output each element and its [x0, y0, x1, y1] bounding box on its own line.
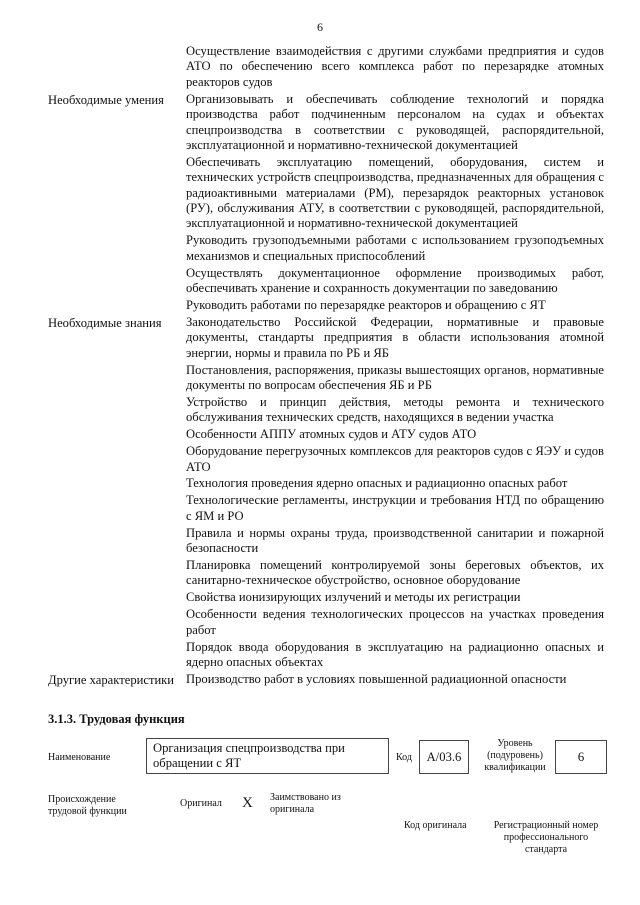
row-label — [48, 44, 186, 92]
skills-row — [48, 92, 604, 315]
borrowed-label: Заимствовано из оригинала — [270, 792, 341, 815]
knowledge-item: Правила и нормы охраны труда, производственной санитарии и пожарной безопасности — [186, 525, 604, 556]
requirements-table — [48, 44, 604, 689]
other-items — [186, 672, 604, 689]
name-label: Наименование — [48, 752, 111, 763]
knowledge-item: Технологические регламенты, инструкции и требования НТД по обращению с ЯМ и РО — [186, 493, 604, 523]
reg-number-label: Регистрационный номер профессионального стандарта — [493, 820, 599, 855]
knowledge-items — [186, 315, 604, 672]
code-label: Код — [396, 752, 412, 763]
code-box: А/03.6 — [419, 740, 469, 774]
requirements-row — [48, 44, 604, 92]
origin-label: Происхождение трудовой функции — [48, 794, 127, 817]
other-item: Производство работ в условиях повышенной радиационной опасности — [186, 671, 567, 686]
level-label: Уровень (подуровень) квалификации — [484, 738, 546, 773]
skill-item: Руководить работами по перезарядке реакторов и обращению с ЯТ — [186, 298, 546, 312]
other-row — [48, 672, 604, 689]
skills-items — [186, 92, 604, 315]
skill-item: Организовывать и обеспечивать соблюдение технологий и порядка производства работ подчиненным персоналом на судах и объектах спецпроизводства в соответствии с руководящей, распорядительной, эксплуатационной и нормативно-технической документацией — [186, 91, 604, 152]
skills-label: Необходимые умения — [48, 92, 164, 107]
knowledge-item: Законодательство Российской Федерации, нормативные и правовые документы, стандарты предприятия в области использования атомной энергии, нормы и правила по РБ и ЯБ — [186, 314, 604, 360]
code-original-label: Код оригинала — [404, 820, 467, 831]
knowledge-item: Оборудование перегрузочных комплексов для реакторов судов с ЯЭУ и судов АТО — [186, 444, 604, 474]
knowledge-label: Необходимые знания — [48, 315, 162, 330]
level-box: 6 — [555, 740, 607, 774]
skill-item: Осуществлять документационное оформление производимых работ, обеспечивать хранение и сохранность документации по заведованию — [186, 265, 604, 296]
original-label: Оригинал — [180, 798, 222, 809]
knowledge-item: Свойства ионизирующих излучений и методы их регистрации — [186, 590, 521, 605]
requirement-item: Осуществление взаимодействия с другими службами предприятия и судов АТО по обеспечению всего комплекса работ по перезарядке атомных реакторов судов — [186, 44, 604, 89]
section-title: 3.1.3. Трудовая функция — [48, 712, 185, 726]
knowledge-item: Планировка помещений контролируемой зоны береговых объектов, их санитарно-техническое обустройство, основное оборудование — [186, 558, 604, 588]
knowledge-item: Особенности ведения технологических процессов на участках проведения работ — [186, 607, 604, 637]
original-mark: X — [242, 795, 253, 811]
knowledge-row — [48, 315, 604, 672]
page-number: 6 — [317, 20, 323, 34]
skill-item: Обеспечивать эксплуатацию помещений, оборудования, систем и технических устройств спецпроизводства, предназначенных для обращения с радиоактивными материалами (РМ), перезарядок реакторных установок (РУ), обслуживания АТУ, в соответствии с руководящей, распорядительной, эксплуатационной и нормативно-технической документацией — [186, 154, 604, 231]
function-name-box: Организация спецпроизводства при обращении с ЯТ — [146, 738, 389, 774]
skill-item: Руководить грузоподъемными работами с использованием грузоподъемных механизмов и специальных приспособлений — [186, 233, 604, 263]
knowledge-item: Порядок ввода оборудования в эксплуатацию на радиационно опасных и ядерно опасных объектах — [186, 639, 604, 669]
knowledge-item: Особенности АППУ атомных судов и АТУ судов АТО — [186, 427, 477, 442]
knowledge-item: Постановления, распоряжения, приказы вышестоящих органов, нормативные документы по вопросам обеспечения ЯБ и РБ — [186, 362, 604, 393]
other-label: Другие характеристики — [48, 672, 175, 687]
knowledge-item: Устройство и принцип действия, методы ремонта и технического обслуживания технических средств, находящихся в ведении участка — [186, 394, 604, 425]
knowledge-item: Технология проведения ядерно опасных и радиационно опасных работ — [186, 476, 568, 491]
row-items — [186, 44, 604, 92]
